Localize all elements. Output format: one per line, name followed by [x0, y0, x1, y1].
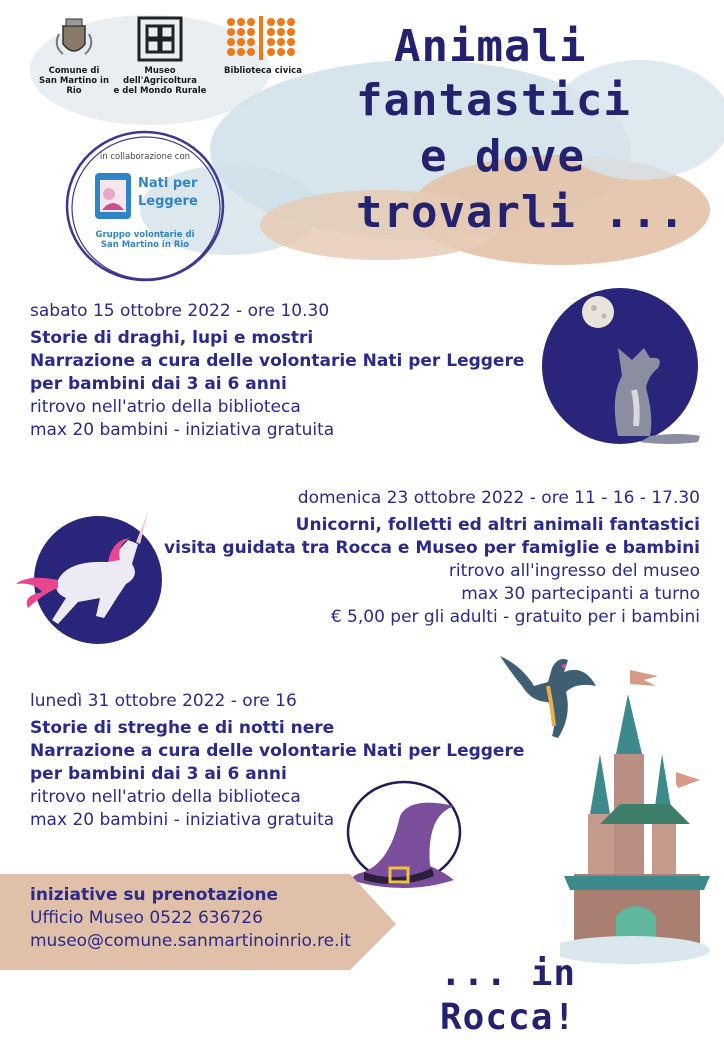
- collab-intro: in collaborazione con: [99, 152, 191, 162]
- collab-group: Gruppo volontarie di San Martino in Rio: [95, 230, 195, 250]
- event-3-info2: max 20 bambini - iniziativa gratuita: [30, 810, 335, 830]
- museum-grid-icon: [135, 14, 185, 64]
- booking-heading: iniziative su prenotazione: [30, 885, 279, 905]
- booking-office-phone: Ufficio Museo 0522 636726: [30, 908, 263, 928]
- logo-biblioteca-label: Biblioteca civica: [224, 66, 302, 76]
- logo-museo-label: Museo dell'Agricoltura e del Mondo Rurale: [113, 66, 207, 96]
- logo-comune-label: Comune di San Martino in Rio: [38, 66, 110, 96]
- title-line3: e dove: [420, 131, 585, 182]
- event-2-info2: max 30 partecipanti a turno: [461, 584, 700, 604]
- event-2-info1: ritrovo all'ingresso del museo: [448, 561, 700, 581]
- castle-illustration: [560, 664, 720, 964]
- logo-comune: [30, 14, 118, 96]
- event-1: [30, 300, 550, 442]
- logo-biblioteca: [218, 14, 308, 76]
- event-1-title: Storie di draghi, lupi e mostri: [30, 328, 314, 348]
- event-3-subtitle1: Narrazione a cura delle volontarie Nati per Leggere: [30, 741, 525, 761]
- event-1-info2: max 20 bambini - iniziativa gratuita: [30, 420, 335, 440]
- event-3-date: lunedì 31 ottobre 2022 - ore 16: [30, 691, 297, 711]
- title-line2: fantastici: [356, 75, 631, 126]
- event-2: [150, 487, 700, 629]
- library-dots-icon: [225, 14, 301, 64]
- coat-of-arms-icon: [49, 14, 99, 64]
- event-3-subtitle2: per bambini dai 3 ai 6 anni: [30, 764, 287, 784]
- unicorn-illustration: [8, 500, 168, 650]
- event-1-info1: ritrovo nell'atrio della biblioteca: [30, 397, 301, 417]
- booking-info: [30, 884, 390, 953]
- npl-book-icon: [94, 172, 132, 220]
- footer-slogan: ... in Rocca!: [440, 953, 577, 1038]
- event-1-date: sabato 15 ottobre 2022 - ore 10.30: [30, 301, 330, 321]
- title-line4: trovarli ...: [356, 187, 686, 238]
- event-3-title: Storie di streghe e di notti nere: [30, 718, 335, 738]
- wolf-moon-illustration: [540, 286, 710, 456]
- event-2-date: domenica 23 ottobre 2022 - ore 11 - 16 - 17.30: [297, 488, 700, 508]
- booking-email[interactable]: museo@comune.sanmartinoinrio.re.it: [30, 931, 351, 951]
- event-2-subtitle1: visita guidata tra Rocca e Museo per famiglie e bambini: [164, 538, 700, 558]
- event-1-subtitle2: per bambini dai 3 ai 6 anni: [30, 374, 287, 394]
- event-2-info3: € 5,00 per gli adulti - gratuito per i bambini: [330, 607, 700, 627]
- event-2-title: Unicorni, folletti ed altri animali fantastici: [295, 515, 700, 535]
- logo-museo: [110, 14, 210, 96]
- npl-brand-line2: Leggere: [138, 194, 198, 209]
- event-3-info1: ritrovo nell'atrio della biblioteca: [30, 787, 301, 807]
- collab-badge: [62, 126, 228, 286]
- moon-icon: [582, 296, 614, 328]
- npl-brand-line1: Nati per: [138, 176, 198, 191]
- npl-logo: [94, 170, 204, 222]
- event-1-subtitle1: Narrazione a cura delle volontarie Nati per Leggere: [30, 351, 525, 371]
- title-line1: Animali: [394, 21, 587, 72]
